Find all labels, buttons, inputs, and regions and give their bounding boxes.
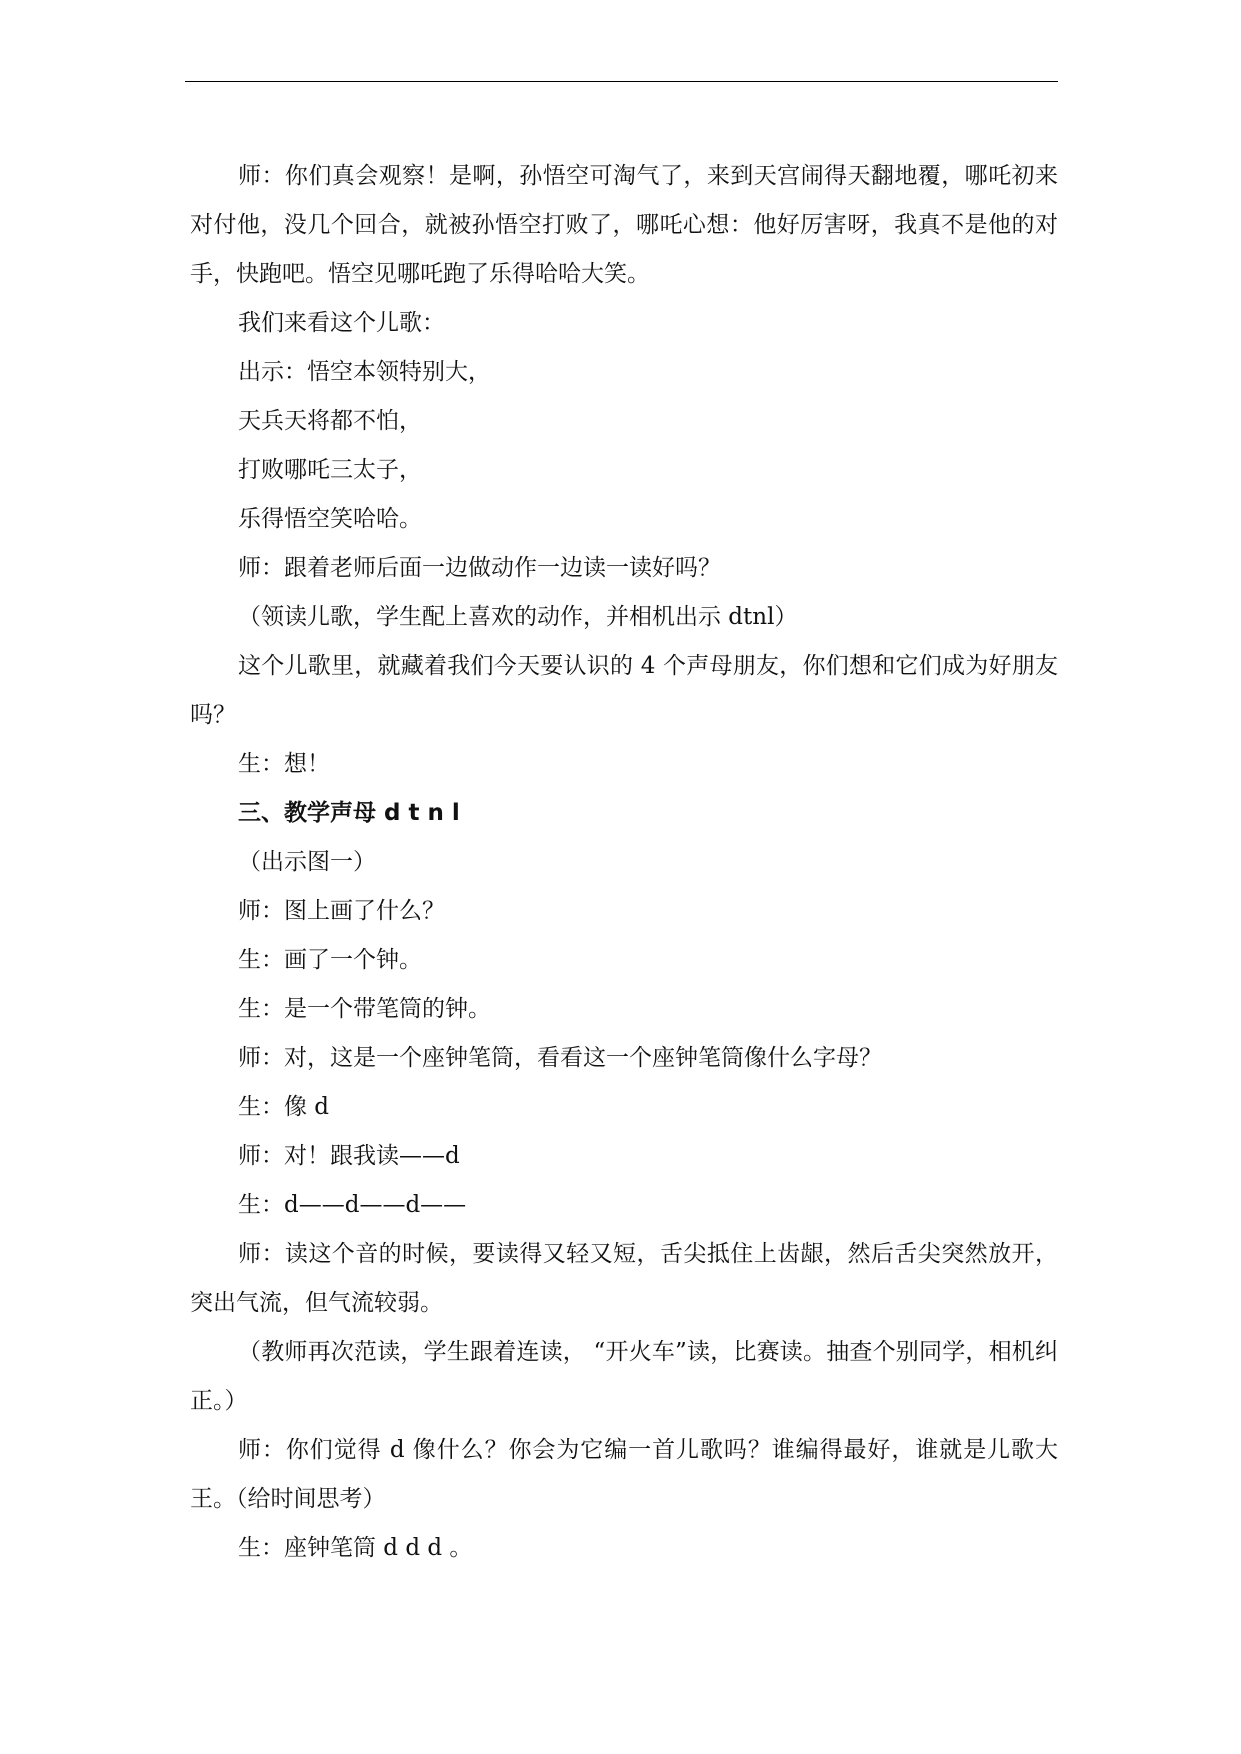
document-body	[190, 152, 1058, 1573]
paragraph: （教师再次范读，学生跟着连读， “开火车”读，比赛读。抽查个别同学，相机纠正。）	[190, 1339, 1058, 1414]
paragraph: 生：是一个带笔筒的钟。	[238, 996, 491, 1022]
paragraph: 师：读这个音的时候，要读得又轻又短，舌尖抵住上齿龈，然后舌尖突然放开，突出气流，但气流较弱。	[190, 1241, 1058, 1316]
paragraph: 师：跟着老师后面一边做动作一边读一读好吗？	[238, 555, 721, 581]
paragraph: 生：座钟笔筒 d d d 。	[238, 1535, 473, 1561]
paragraph: 生：画了一个钟。	[238, 947, 422, 973]
paragraph: 天兵天将都不怕，	[238, 408, 422, 434]
paragraph: 生：d——d——d——	[238, 1192, 467, 1218]
paragraph: （出示图一）	[238, 849, 376, 875]
paragraph: 师：对！跟我读——d	[238, 1143, 460, 1169]
paragraph: 乐得悟空笑哈哈。	[238, 506, 422, 532]
paragraph: 师：图上画了什么？	[238, 898, 445, 924]
header-rule	[185, 81, 1058, 82]
paragraph: 师：对，这是一个座钟笔筒，看看这一个座钟笔筒像什么字母？	[238, 1045, 882, 1071]
paragraph: 师：你们真会观察！是啊，孙悟空可淘气了，来到天宫闹得天翻地覆，哪吒初来对付他，没几个回合，就被孙悟空打败了，哪吒心想：他好厉害呀，我真不是他的对手，快跑吧。悟空见哪吒跑了乐得哈哈大笑。	[190, 163, 1058, 287]
paragraph: 出示：悟空本领特别大，	[238, 359, 491, 385]
paragraph: 打败哪吒三太子，	[238, 457, 422, 483]
paragraph: 生：像 d	[238, 1094, 330, 1120]
paragraph: 师：你们觉得 d 像什么？你会为它编一首儿歌吗？谁编得最好，谁就是儿歌大王。（给时间思考）	[190, 1437, 1058, 1512]
paragraph: 我们来看这个儿歌：	[238, 310, 445, 336]
paragraph: 这个儿歌里，就藏着我们今天要认识的 4 个声母朋友，你们想和它们成为好朋友吗？	[190, 653, 1058, 728]
paragraph: 生：想！	[238, 751, 330, 777]
paragraph: （领读儿歌，学生配上喜欢的动作，并相机出示 dtnl）	[238, 604, 798, 630]
section-heading: 三、教学声母 d t n l	[238, 800, 460, 826]
